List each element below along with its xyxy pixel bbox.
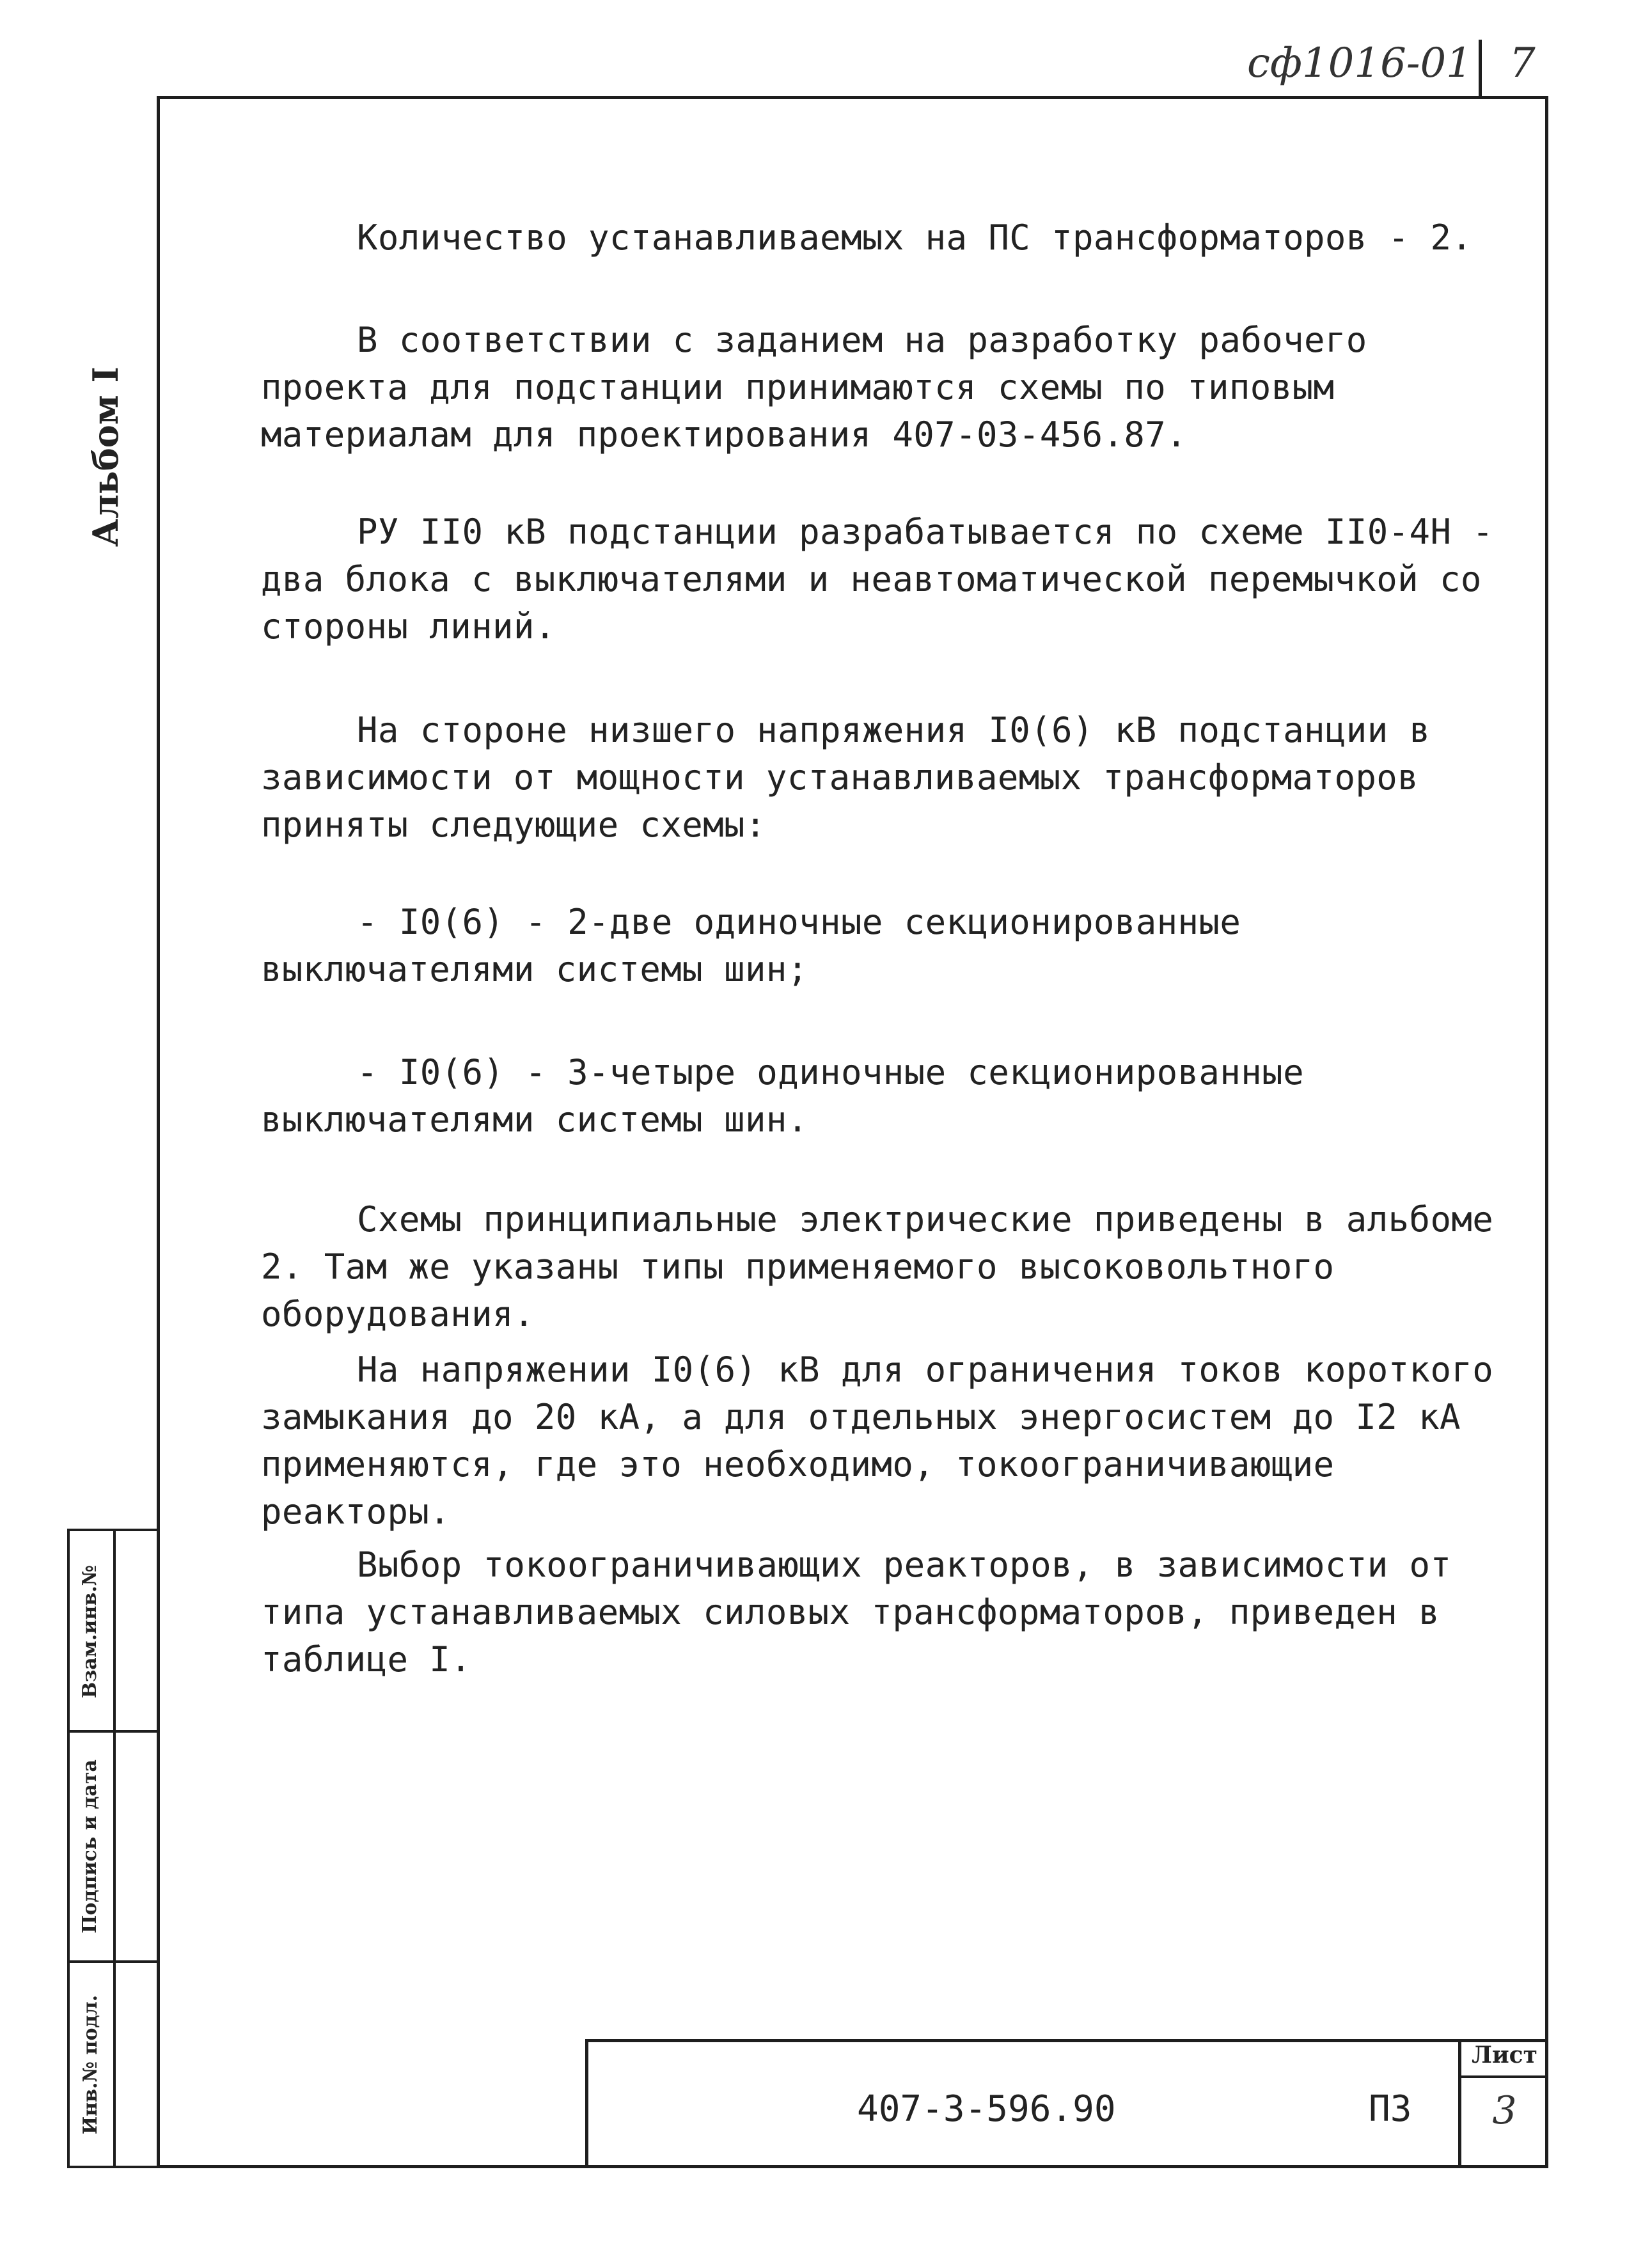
sheet-label: Лист	[1472, 2042, 1537, 2068]
body-paragraph-2: В соответствии с заданием на разработку рабочего проекта для подстанции принимаются схемы по типовым материалам для проектирования 407-03-456.87.	[261, 320, 1367, 455]
body-paragraph-5: - I0(6) - 2-две одиночные секционированные выключателями системы шин;	[261, 902, 1241, 989]
side-stamp-row-divider-2	[67, 1960, 160, 1963]
archive-code: сф1016-01	[1247, 40, 1472, 87]
header-page-number: 7	[1509, 40, 1536, 87]
sheet-number: 3	[1492, 2088, 1517, 2133]
document-code: 407-3-596.90	[857, 2088, 1116, 2130]
document-section: ПЗ	[1369, 2088, 1412, 2130]
body-paragraph-9: Выбор токоограничивающих реакторов, в зависимости от типа устанавливаемых силовых трансформаторов, приведен в таблице I.	[261, 1545, 1452, 1680]
side-stamp-label-signature-date: Подпись и дата	[79, 1760, 101, 1933]
body-paragraph-6: - I0(6) - 3-четыре одиночные секционированные выключателями системы шин.	[261, 1052, 1304, 1140]
title-block-sheet-divider	[1458, 2039, 1461, 2168]
title-block-sheet-row-divider	[1458, 2075, 1548, 2078]
side-stamp-label-original-inv: Инв.№ подл.	[79, 1994, 102, 2135]
body-paragraph-8: На напряжении I0(6) кВ для ограничения токов короткого замыкания до 20 кА, а для отдельных энергосистем до I2 кА применяются, где это необходимо, токоограничивающие реакторы.	[261, 1350, 1494, 1532]
body-paragraph-3: РУ II0 кВ подстанции разрабатывается по схеме II0-4Н - два блока с выключателями и неавтоматической перемычкой со стороны линий.	[261, 512, 1494, 647]
header-divider	[1479, 40, 1482, 98]
side-stamp-column-divider	[113, 1529, 116, 2168]
album-label: Альбом I	[85, 366, 126, 547]
body-paragraph-7: Схемы принципиальные электрические приведены в альбоме 2. Там же указаны типы применяемого высоковольтного оборудования.	[261, 1199, 1494, 1334]
body-paragraph-4: На стороне низшего напряжения I0(6) кВ подстанции в зависимости от мощности устанавливаемых трансформаторов приняты следующие схемы:	[261, 710, 1431, 845]
body-paragraph-1: Количество устанавливаемых на ПС трансформаторов - 2.	[357, 217, 1473, 258]
side-stamp-label-replacement-inv: Взам.инв.№	[79, 1564, 101, 1699]
